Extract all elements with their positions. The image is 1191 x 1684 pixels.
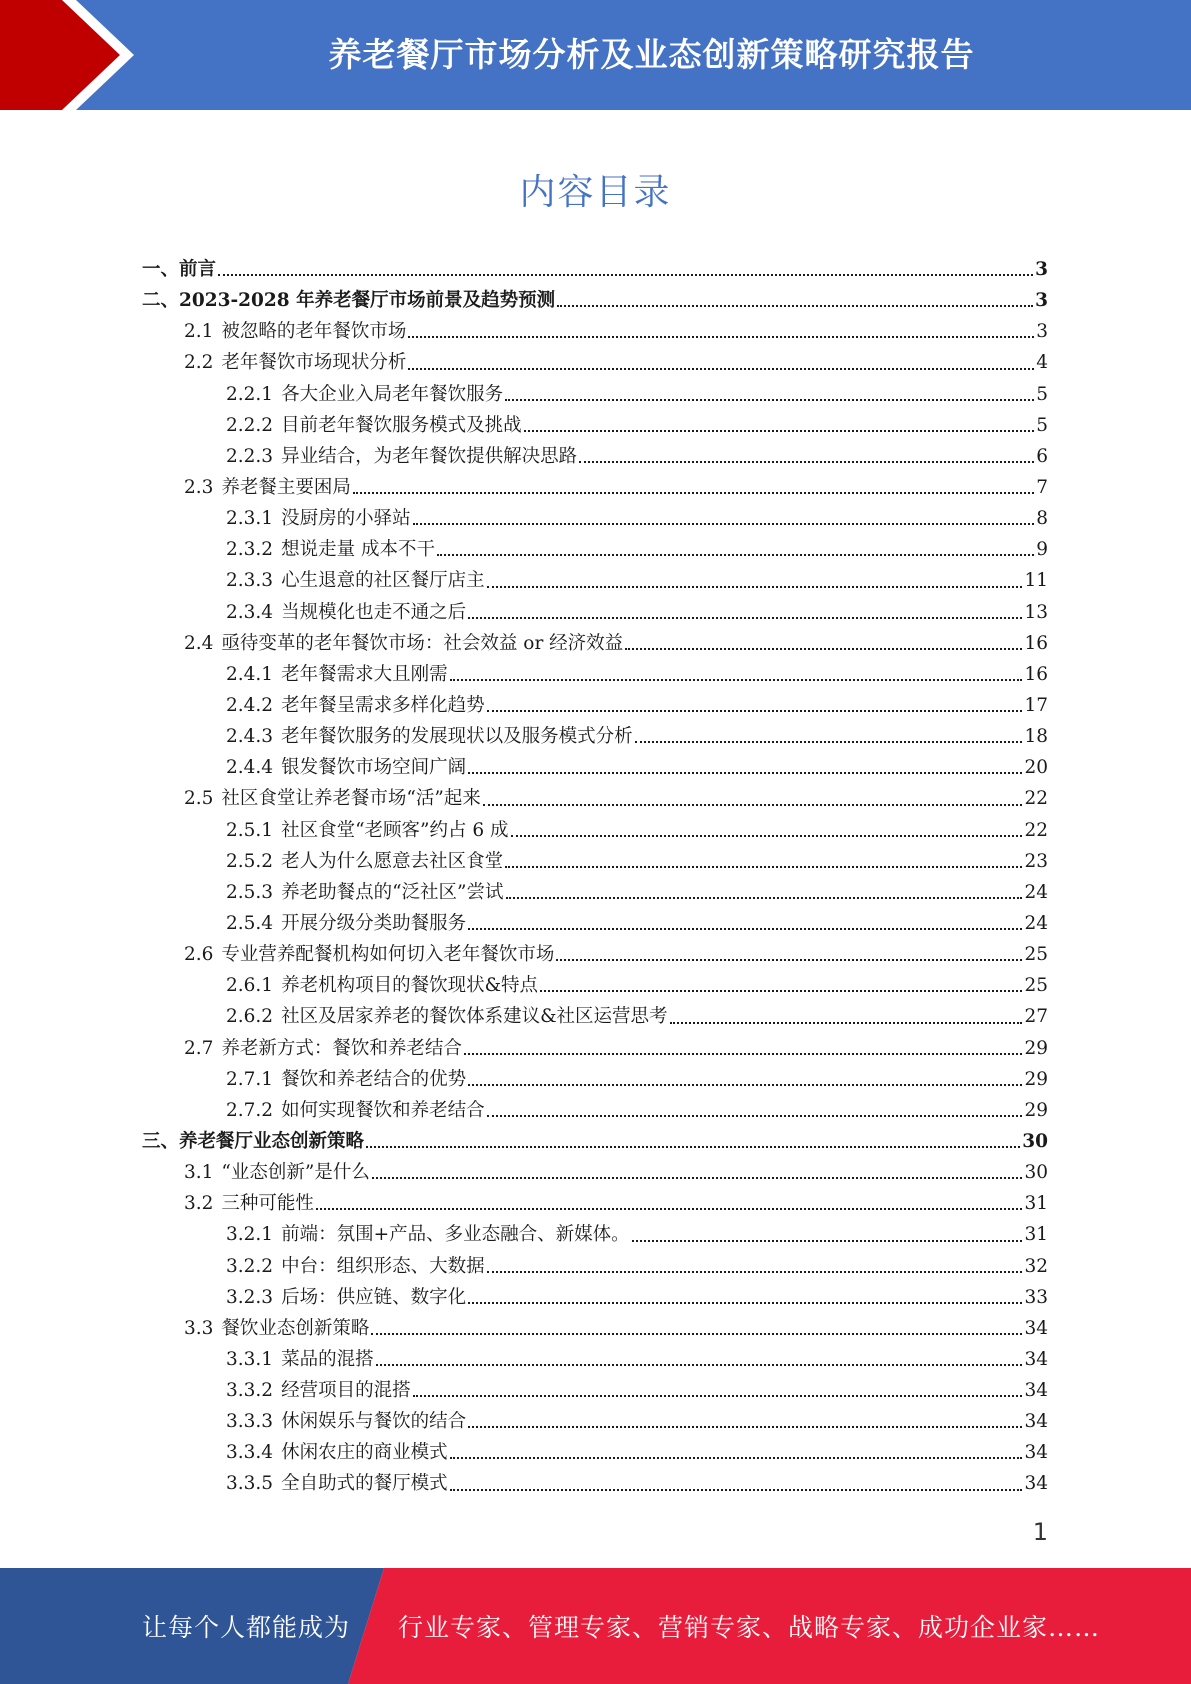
toc-entry-title: 想说走量 成本不干 [281,539,435,561]
toc-entry-title: 专业营养配餐机构如何切入老年餐饮市场 [221,944,555,966]
toc-entry-page: 23 [1024,850,1048,872]
header-banner [0,0,1191,110]
toc-entry-number: 3.3.2 [226,1380,274,1402]
toc-entry-title: 菜品的混搭 [281,1348,374,1370]
toc-entry-number: 2.2.3 [226,445,274,467]
toc-entry-number: 2.5.3 [226,881,274,903]
toc-entry-title: 老年餐呈需求多样化趋势 [281,694,485,716]
toc-entry[interactable] [142,472,1048,503]
toc-dot-leader [376,1364,1023,1366]
toc-dot-leader [506,897,1023,899]
toc-entry-number: 3.2.2 [226,1255,274,1277]
toc-entry-title: 养老餐主要困局 [221,476,351,498]
toc-dot-leader [413,523,1035,525]
toc-entry-page: 34 [1024,1348,1048,1370]
toc-entry-page: 34 [1024,1317,1048,1339]
toc-entry-title: 老年餐饮市场现状分析 [221,352,407,374]
toc-entry[interactable] [142,939,1048,970]
toc-entry[interactable] [142,316,1048,347]
toc-entry[interactable] [142,659,1048,690]
toc-entry-page: 34 [1024,1411,1048,1433]
toc-entry-number: 3.3.5 [226,1473,274,1495]
toc-entry-title: 养老机构项目的餐饮现状&特点 [281,975,539,997]
toc-entry[interactable] [142,783,1048,814]
toc-dot-leader [371,1333,1022,1335]
report-title: 养老餐厅市场分析及业态创新策略研究报告 [328,34,975,74]
toc-entry[interactable] [142,815,1048,846]
toc-entry-title: 老人为什么愿意去社区食堂 [281,850,504,872]
toc-entry[interactable] [142,379,1048,410]
toc-entry[interactable] [142,1437,1048,1468]
toc-entry[interactable] [142,1157,1048,1188]
toc-entry[interactable] [142,597,1048,628]
toc-entry[interactable] [142,1406,1048,1437]
toc-entry-title: 老年餐饮服务的发展现状以及服务模式分析 [281,726,633,748]
toc-entry-page: 30 [1022,1130,1048,1152]
toc-entry[interactable] [142,1313,1048,1344]
toc-entry-page: 3 [1036,321,1048,343]
toc-dot-leader [556,959,1022,961]
toc-entry-title: 没厨房的小驿站 [281,508,411,530]
toc-entry-number: 3.1 [184,1162,214,1184]
toc-entry[interactable] [142,721,1048,752]
toc-entry-page: 34 [1024,1473,1048,1495]
toc-entry-title: 当规模化也走不通之后 [281,601,467,623]
toc-entry-page: 5 [1036,414,1048,436]
footer-slogan-right: 行业专家、管理专家、营销专家、战略专家、成功企业家…… [398,1613,1101,1642]
toc-entry-page: 29 [1024,1037,1048,1059]
toc-entry-title: 银发餐饮市场空间广阔 [281,757,467,779]
toc-entry[interactable] [142,1251,1048,1282]
toc-entry-page: 27 [1024,1006,1048,1028]
toc-entry-page: 17 [1024,694,1048,716]
toc-entry-number: 2.3.1 [226,508,274,530]
toc-dot-leader [366,1146,1020,1148]
toc-entry-number: 3.3.1 [226,1348,274,1370]
toc-entry[interactable] [142,1468,1048,1499]
toc-dot-leader [487,586,1023,588]
toc-entry-title: 前端：氛围+产品、多业态融合、新媒体。 [281,1224,630,1246]
toc-dot-leader [468,1302,1022,1304]
toc-dot-leader [540,990,1022,992]
toc-entry[interactable] [142,285,1048,316]
toc-entry-number: 2.3.3 [226,570,274,592]
toc-entry-page: 24 [1024,881,1048,903]
toc-dot-leader [468,617,1022,619]
toc-entry[interactable] [142,1375,1048,1406]
toc-dot-leader [468,928,1022,930]
toc-entry-page: 13 [1024,601,1048,623]
toc-entry-number: 2.5.1 [226,819,274,841]
toc-entry-number: 2.4 [184,632,214,654]
toc-entry[interactable] [142,534,1048,565]
toc-entry-number: 3.2.1 [226,1224,274,1246]
toc-entry-number: 2.6 [184,944,214,966]
toc-entry-title: 亟待变革的老年餐饮市场：社会效益 or 经济效益 [221,632,624,654]
toc-entry[interactable] [142,690,1048,721]
toc-entry-number: 2.2.1 [226,383,274,405]
footer-slogan-left: 让每个人都能成为 [142,1613,351,1642]
toc-entry-number: 3.3.3 [226,1411,274,1433]
toc-dot-leader [524,430,1035,432]
toc-dot-leader [625,648,1022,650]
toc-entry-page: 33 [1024,1286,1048,1308]
toc-dot-leader [408,368,1034,370]
toc-entry[interactable] [142,1064,1048,1095]
toc-entry-page: 5 [1036,383,1048,405]
toc-entry-title: 社区食堂“老顾客”约占 6 成 [281,819,509,841]
toc-entry-title: 前言 [179,259,217,280]
toc-dot-leader [487,710,1023,712]
toc-entry[interactable] [142,628,1048,659]
toc-entry-page: 16 [1024,663,1048,685]
toc-entry-title: 各大企业入局老年餐饮服务 [281,383,504,405]
toc-entry-number: 2.4.3 [226,726,274,748]
toc-dot-leader [450,1457,1023,1459]
toc-entry-title: 休闲娱乐与餐饮的结合 [281,1411,467,1433]
toc-entry[interactable] [142,1344,1048,1375]
toc-entry-page: 34 [1024,1442,1048,1464]
toc-dot-leader [670,1022,1023,1024]
toc-dot-leader [579,461,1034,463]
toc-entry[interactable] [142,503,1048,534]
toc-entry[interactable] [142,441,1048,472]
toc-dot-leader [505,866,1022,868]
toc-entry-number: 2.7.2 [226,1099,274,1121]
toc-entry-page: 34 [1024,1380,1048,1402]
toc-entry-title: 餐饮业态创新策略 [221,1317,370,1339]
toc-entry[interactable] [142,410,1048,441]
toc-entry-title: 餐饮和养老结合的优势 [281,1068,467,1090]
toc-entry-number: 2.2 [184,352,214,374]
toc-dot-leader [468,1084,1022,1086]
toc-dot-leader [372,1177,1023,1179]
toc-entry-page: 7 [1036,476,1048,498]
toc-entry-number: 3.3 [184,1317,214,1339]
page-number: 1 [1032,1518,1048,1546]
toc-entry-number: 2.4.2 [226,694,274,716]
toc-entry-number: 2.3.2 [226,539,274,561]
toc-entry-title: 社区及居家养老的餐饮体系建议&社区运营思考 [281,1006,668,1028]
toc-entry-page: 18 [1024,726,1048,748]
toc-dot-leader [316,1208,1023,1210]
toc-dot-leader [464,1053,1023,1055]
toc-entry-page: 20 [1024,757,1048,779]
toc-entry[interactable] [142,1033,1048,1064]
toc-entry-title: 养老新方式：餐饮和养老结合 [221,1037,462,1059]
toc-entry-number: 2.3 [184,476,214,498]
toc-entry-number: 三、 [142,1130,180,1152]
toc-entry-title: 被忽略的老年餐饮市场 [221,321,407,343]
toc-entry[interactable] [142,877,1048,908]
toc-entry-number: 2.2.2 [226,414,274,436]
toc-entry[interactable] [142,1188,1048,1219]
toc-dot-leader [505,399,1034,401]
toc-entry-page: 30 [1024,1162,1048,1184]
toc-entry-title: 社区食堂让养老餐市场“活”起来 [221,788,481,810]
toc-entry[interactable] [142,846,1048,877]
toc-entry[interactable] [142,970,1048,1001]
toc-entry-page: 32 [1024,1255,1048,1277]
toc-entry[interactable] [142,752,1048,783]
toc-dot-leader [408,336,1034,338]
toc-entry[interactable] [142,908,1048,939]
toc-entry-number: 2.5 [184,788,214,810]
toc-entry-title: 开展分级分类助餐服务 [281,912,467,934]
toc-entry[interactable] [142,565,1048,596]
toc-entry-page: 31 [1024,1224,1048,1246]
toc-entry-page: 9 [1036,539,1048,561]
toc-entry[interactable] [142,347,1048,378]
toc-entry-number: 2.4.4 [226,757,274,779]
toc-dot-leader [635,741,1023,743]
toc-entry-number: 2.5.2 [226,850,274,872]
toc-entry-title: 后场：供应链、数字化 [281,1286,467,1308]
toc-entry-number: 3.3.4 [226,1442,274,1464]
toc-dot-leader [487,1115,1023,1117]
toc-entry-title: “业态创新”是什么 [221,1162,370,1184]
toc-entry-page: 3 [1035,259,1048,280]
toc-entry-title: 养老餐厅业态创新策略 [179,1130,365,1152]
toc-entry-page: 29 [1024,1099,1048,1121]
toc-dot-leader [437,554,1034,556]
toc-entry-title: 2023-2028 年养老餐厅市场前景及趋势预测 [179,290,556,312]
toc-entry[interactable] [142,1282,1048,1313]
toc-dot-leader [468,1426,1022,1428]
toc-entry-page: 29 [1024,1068,1048,1090]
toc-entry-title: 休闲农庄的商业模式 [281,1442,448,1464]
toc-dot-leader [353,492,1034,494]
toc-entry-title: 中台：组织形态、大数据 [281,1255,485,1277]
toc-entry-title: 三种可能性 [221,1193,314,1215]
toc-entry-page: 22 [1024,819,1048,841]
toc-entry-number: 2.3.4 [226,601,274,623]
toc-dot-leader [468,772,1022,774]
toc-entry-page: 11 [1024,570,1048,592]
toc-entry-number: 2.1 [184,321,214,343]
toc-entry-number: 2.6.1 [226,975,274,997]
toc-entry-title: 心生退意的社区餐厅店主 [281,570,485,592]
toc-entry-number: 2.7.1 [226,1068,274,1090]
toc-entry-number: 3.2.3 [226,1286,274,1308]
table-of-contents [142,254,1048,1500]
toc-entry[interactable] [142,1126,1048,1157]
toc-dot-leader [218,274,1033,276]
toc-entry-number: 2.6.2 [226,1006,274,1028]
toc-entry-page: 24 [1024,912,1048,934]
toc-dot-leader [632,1240,1023,1242]
toc-entry-page: 31 [1024,1193,1048,1215]
toc-entry-page: 25 [1024,975,1048,997]
toc-entry-title: 老年餐需求大且刚需 [281,663,448,685]
footer-banner [0,1568,1191,1684]
toc-entry-page: 16 [1024,632,1048,654]
toc-entry[interactable] [142,1095,1048,1126]
toc-title: 内容目录 [519,172,672,213]
toc-entry-number: 3.2 [184,1193,214,1215]
toc-entry[interactable] [142,254,1048,285]
toc-entry-page: 8 [1036,508,1048,530]
toc-dot-leader [483,804,1023,806]
toc-entry-title: 目前老年餐饮服务模式及挑战 [281,414,522,436]
toc-dot-leader [450,1489,1023,1491]
toc-dot-leader [557,305,1033,307]
toc-entry-number: 一、 [142,259,180,280]
toc-entry-title: 经营项目的混搭 [281,1380,411,1402]
toc-entry-title: 全自助式的餐厅模式 [281,1473,448,1495]
toc-entry-page: 22 [1024,788,1048,810]
toc-dot-leader [450,679,1023,681]
toc-entry-number: 2.7 [184,1037,214,1059]
toc-entry-number: 二、 [142,290,180,312]
toc-dot-leader [413,1395,1023,1397]
toc-entry-page: 6 [1036,445,1048,467]
toc-entry-page: 25 [1024,944,1048,966]
toc-entry-title: 异业结合，为老年餐饮提供解决思路 [281,445,578,467]
toc-entry[interactable] [142,1001,1048,1032]
toc-entry-number: 2.5.4 [226,912,274,934]
toc-entry-title: 如何实现餐饮和养老结合 [281,1099,485,1121]
toc-entry-number: 2.4.1 [226,663,274,685]
toc-dot-leader [511,835,1023,837]
toc-entry-title: 养老助餐点的“泛社区”尝试 [281,881,504,903]
toc-entry[interactable] [142,1219,1048,1250]
toc-entry-page: 4 [1036,352,1048,374]
toc-entry-page: 3 [1035,290,1048,312]
toc-dot-leader [487,1271,1023,1273]
